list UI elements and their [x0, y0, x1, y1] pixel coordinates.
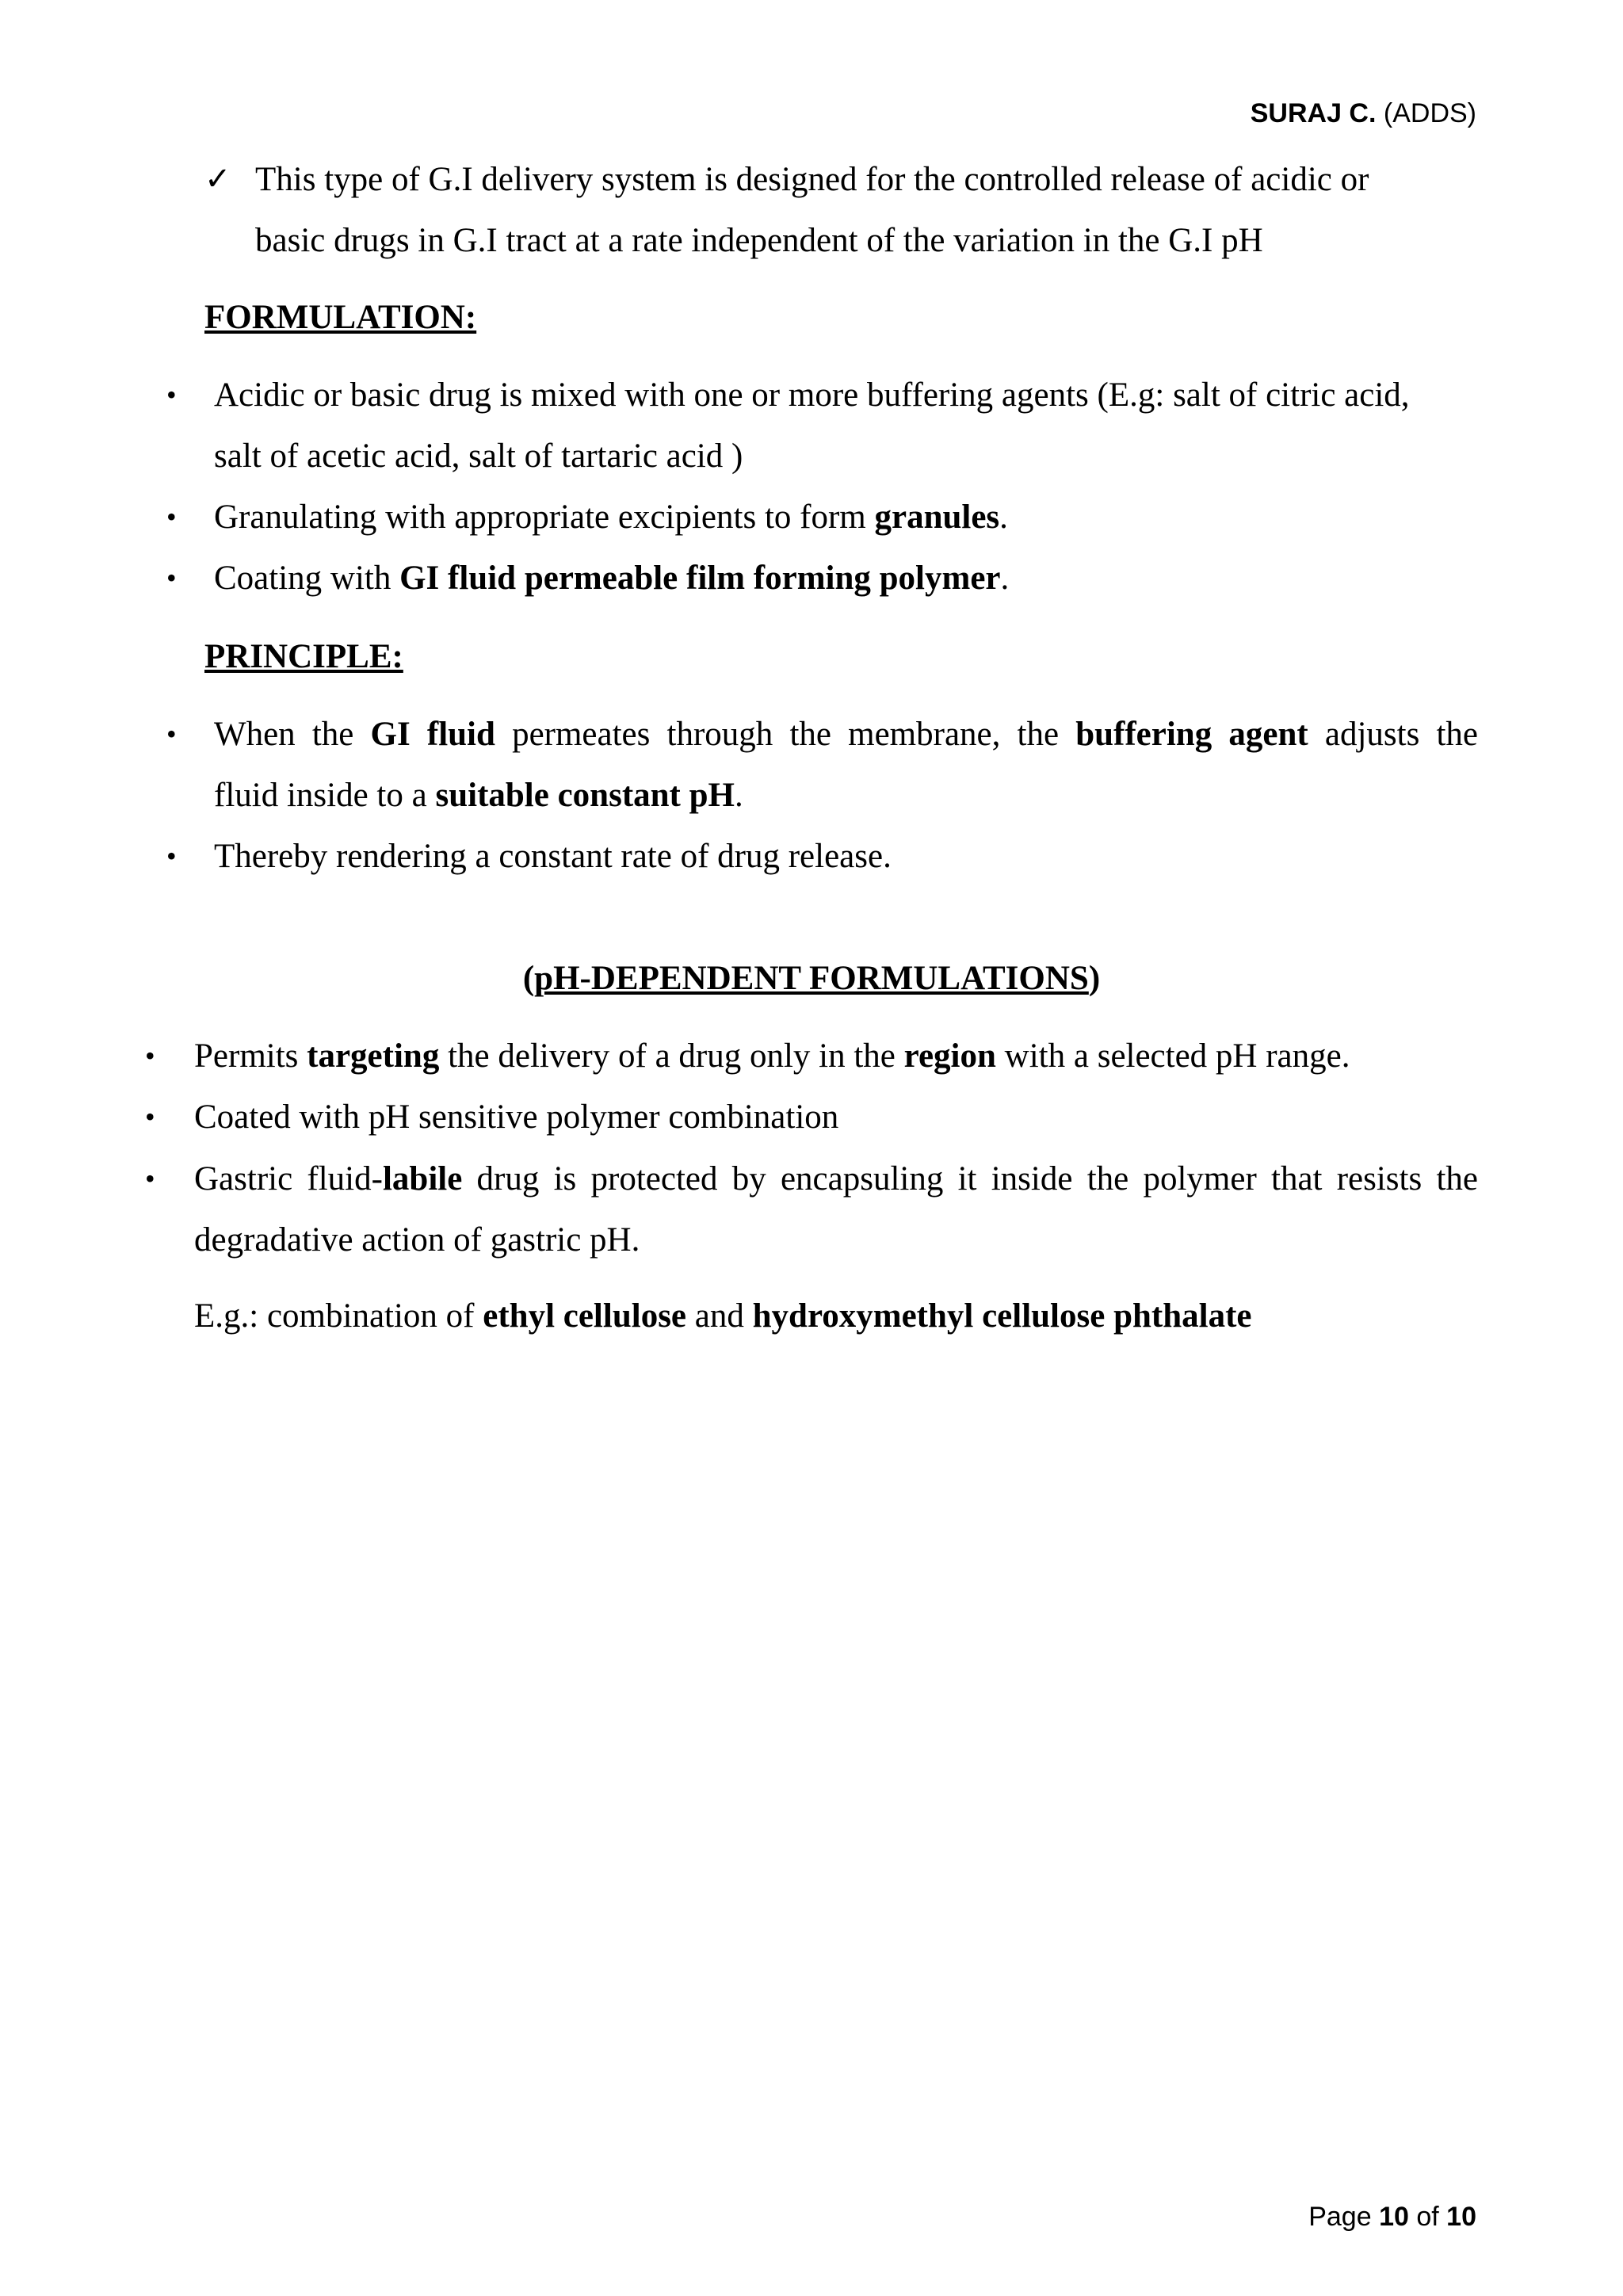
ph-bullet-3-line-2: degradative action of gastric pH.: [194, 1221, 640, 1259]
text-run: Gastric fluid-: [194, 1160, 383, 1198]
bold-term: ethyl cellulose: [483, 1297, 687, 1335]
text-run: .: [999, 499, 1008, 536]
current-page-number: 10: [1379, 2202, 1409, 2232]
ph-bullet-2: Coated with pH sensitive polymer combination: [194, 1098, 839, 1136]
text-run: with a selected pH range.: [995, 1037, 1350, 1075]
text-run: Coating with: [214, 560, 400, 597]
text-run: adjusts the: [1308, 716, 1478, 753]
bullet-icon: •: [166, 562, 177, 594]
text-run: .: [734, 777, 743, 814]
text-run: and: [686, 1297, 753, 1335]
text-run: fluid inside to a: [214, 777, 436, 814]
bold-term: GI fluid permeable film forming polymer: [399, 560, 1001, 597]
bold-term: buffering agent: [1075, 716, 1308, 753]
text-run: ): [1088, 960, 1101, 997]
text-run: Permits: [194, 1037, 307, 1075]
principle-bullet-1-line-1: [214, 704, 1478, 765]
bold-term: GI fluid: [370, 716, 495, 753]
checkmark-icon: ✓: [204, 161, 231, 197]
text-run: the delivery of a drug only in the: [439, 1037, 904, 1075]
bullet-icon: •: [166, 379, 177, 411]
bold-term: hydroxymethyl cellulose phthalate: [752, 1297, 1252, 1335]
total-pages-number: 10: [1446, 2202, 1476, 2232]
subject-code: (ADDS): [1383, 98, 1476, 128]
bold-term: granules: [874, 499, 1000, 536]
principle-heading: PRINCIPLE:: [204, 638, 403, 675]
author-name: SURAJ C.: [1250, 98, 1377, 128]
text-run: E.g.: combination of: [194, 1297, 483, 1335]
bullet-icon: •: [166, 840, 177, 872]
bullet-icon: •: [145, 1163, 155, 1194]
bold-term: region: [903, 1037, 996, 1075]
page-label: Page: [1308, 2202, 1372, 2232]
page-footer: [1308, 2202, 1476, 2233]
text-run: .: [1000, 560, 1010, 597]
bold-term: targeting: [307, 1037, 440, 1075]
page-header: [1251, 98, 1476, 129]
bullet-icon: •: [166, 718, 177, 750]
ph-bullet-1: [194, 1026, 1478, 1087]
intro-line-1: This type of G.I delivery system is designed for the controlled release of acidic or: [255, 161, 1369, 198]
text-run: Granulating with appropriate excipients to form: [214, 499, 875, 536]
formulation-bullet-2: [214, 487, 1478, 548]
bullet-icon: •: [145, 1040, 155, 1072]
text-run: (: [522, 960, 535, 997]
bullet-icon: •: [166, 501, 177, 533]
ph-dependent-heading: [0, 948, 1623, 1009]
bold-term: labile: [382, 1160, 463, 1198]
text-run: permeates through the membrane, the: [495, 716, 1076, 753]
heading-title: pH-DEPENDENT FORMULATIONS: [534, 960, 1089, 997]
text-run: drug is protected by encapsuling it inside the polymer that resists the: [462, 1160, 1478, 1198]
bold-term: suitable constant pH: [435, 777, 735, 814]
text-run: When the: [214, 716, 371, 753]
formulation-bullet-1-line-2: salt of acetic acid, salt of tartaric acid ): [214, 437, 743, 475]
example-line: [194, 1286, 1478, 1347]
formulation-bullet-1-line-1: Acidic or basic drug is mixed with one or more buffering agents (E.g: salt of citric acid,: [214, 376, 1410, 414]
principle-bullet-1-line-2: [214, 765, 1478, 826]
bullet-icon: •: [145, 1101, 155, 1133]
of-label: of: [1416, 2202, 1439, 2232]
formulation-heading: FORMULATION:: [204, 299, 477, 336]
formulation-bullet-3: [214, 548, 1478, 609]
intro-line-2: basic drugs in G.I tract at a rate independent of the variation in the G.I pH: [255, 222, 1263, 259]
principle-bullet-2: Thereby rendering a constant rate of drug release.: [214, 838, 892, 875]
ph-bullet-3-line-1: [194, 1148, 1478, 1209]
